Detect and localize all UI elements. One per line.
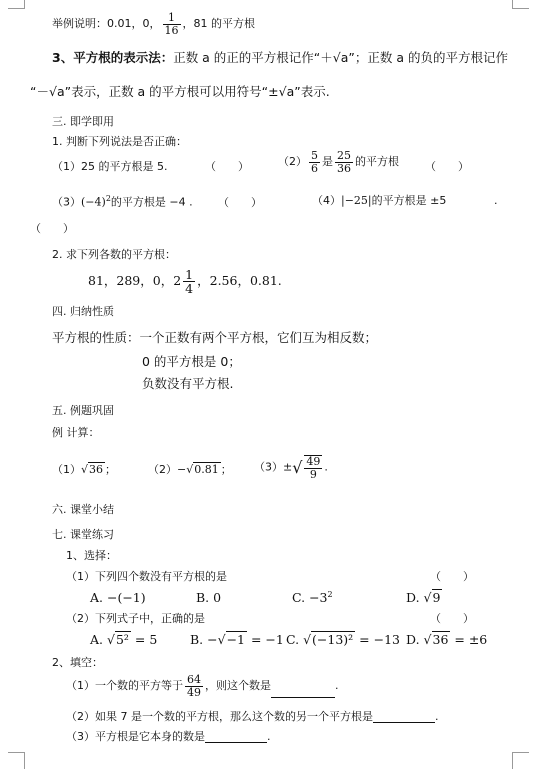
choice-1-option-a[interactable]: A. −(−1) bbox=[90, 590, 146, 605]
fraction-49-9: $\frac{49}{9}$ bbox=[306, 455, 321, 481]
fraction-64-49: $\frac{64}{49}$ bbox=[187, 673, 201, 699]
fill-blank-3[interactable] bbox=[205, 730, 267, 743]
q1-item-2: （2） $\frac{5}{6}$ 是 $\frac{25}{36}$ 的平方根 bbox=[278, 149, 399, 175]
property-zero: 0 的平方根是 0； bbox=[142, 354, 241, 369]
corner-mark-top-left bbox=[8, 0, 25, 9]
section-7-title: 七. 课堂练习 bbox=[52, 528, 114, 541]
choice-1-option-b[interactable]: B. 0 bbox=[196, 590, 222, 605]
fill-blank-1[interactable] bbox=[271, 685, 335, 698]
section-5-title: 五. 例题巩固 bbox=[52, 404, 114, 417]
q2-title: 2. 求下列各数的平方根： bbox=[52, 248, 176, 261]
choice-2-option-a[interactable]: A. √5² = 5 bbox=[90, 632, 158, 647]
fill-blank-2[interactable] bbox=[373, 710, 435, 723]
sqrt-symbol: √36 bbox=[81, 463, 104, 476]
fraction-1-4: $\frac{1}{4}$ bbox=[185, 267, 194, 297]
example-2: （2）−√0.81 ； bbox=[148, 463, 232, 476]
property-negative: 负数没有平方根. bbox=[142, 376, 234, 391]
corner-mark-bottom-left bbox=[8, 752, 25, 769]
example-3: （3）±√ $\frac{49}{9}$ . bbox=[254, 455, 328, 481]
q1-title: 1. 判断下列说法是否正确： bbox=[52, 135, 187, 148]
choice-2-option-b[interactable]: B. −√−1 = −1 bbox=[190, 632, 284, 647]
section-4-title: 四. 归纳性质 bbox=[52, 305, 114, 318]
property-statement: 平方根的性质：一个正数有两个平方根，它们互为相反数； bbox=[52, 330, 378, 345]
fill-question-3: （3）平方根是它本身的数是 . bbox=[66, 730, 271, 743]
corner-mark-bottom-right bbox=[512, 752, 529, 769]
choice-question-2: （2）下列式子中，正确的是 bbox=[66, 612, 205, 625]
intro-example-line: 举例说明：0.01，0， $\frac{1}{16}$ ，81 的平方根 bbox=[52, 11, 255, 37]
choose-title: 1、选择： bbox=[66, 549, 117, 562]
q1-item-2-answer-paren[interactable]: （ ） bbox=[425, 160, 469, 173]
sqrt-symbol: √36 bbox=[423, 632, 449, 647]
choice-question-1: （1）下列四个数没有平方根的是 bbox=[66, 570, 227, 583]
sqrt-symbol: √0.81 bbox=[186, 463, 219, 476]
sqrt-symbol: √ bbox=[292, 457, 303, 477]
fill-question-1: （1）一个数的平方等于 $\frac{64}{49}$ ，则这个数是 . bbox=[66, 673, 339, 699]
q1-item-1-answer-paren[interactable]: （ ） bbox=[205, 160, 249, 173]
fraction-1-16: $\frac{1}{16}$ bbox=[164, 11, 179, 37]
choice-1-option-c[interactable]: C. $-3^2$ bbox=[292, 590, 333, 606]
choice-question-2-paren[interactable]: （ ） bbox=[430, 612, 474, 625]
q1-item-4: （4）|−25|的平方根是 ±5 bbox=[312, 194, 447, 207]
choice-1-option-d[interactable]: D. √9 bbox=[406, 590, 441, 605]
section-3-title: 三. 即学即用 bbox=[52, 115, 114, 128]
sqrt-symbol: √5² bbox=[106, 632, 129, 647]
notation-line-2: “－√a”表示，正数 a 的平方根可以用符号“±√a”表示. bbox=[30, 84, 330, 99]
sqrt-symbol: √9 bbox=[423, 590, 441, 605]
example-label: 例 计算： bbox=[52, 426, 100, 439]
fill-question-2: （2）如果 7 是一个数的平方根，那么这个数的另一个平方根是 . bbox=[66, 710, 439, 723]
example-1: （1）√36 ； bbox=[52, 463, 117, 476]
choice-question-1-paren[interactable]: （ ） bbox=[430, 570, 474, 583]
fill-title: 2、填空： bbox=[52, 656, 103, 669]
choice-2-option-d[interactable]: D. √36 = ±6 bbox=[406, 632, 488, 647]
section-6-title: 六. 课堂小结 bbox=[52, 503, 114, 516]
sqrt-symbol: √(−13)² bbox=[303, 632, 354, 647]
sqrt-symbol: √−1 bbox=[217, 632, 246, 647]
q1-item-4-answer-paren[interactable]: （ ） bbox=[30, 222, 74, 235]
notation-line-1: 3、平方根的表示法：正数 a 的正的平方根记作“＋√a”；正数 a 的负的平方根记作 bbox=[52, 50, 508, 65]
q1-item-1: （1）25 的平方根是 5. bbox=[52, 160, 168, 173]
fraction-25-36: $\frac{25}{36}$ bbox=[337, 149, 351, 175]
q1-item-4-dot: . bbox=[494, 194, 498, 207]
corner-mark-top-right bbox=[512, 0, 529, 9]
q1-item-3-answer-paren[interactable]: （ ） bbox=[218, 196, 262, 209]
choice-2-option-c[interactable]: C. √(−13)² = −13 bbox=[286, 632, 401, 647]
q2-numbers: 81，289，0，2 $\frac{1}{4}$ ，2.56，0.81. bbox=[88, 267, 282, 297]
fraction-5-6: $\frac{5}{6}$ bbox=[311, 149, 318, 175]
q1-item-3: $(3)(-4)^2$的平方根是 −4 . bbox=[52, 194, 193, 209]
